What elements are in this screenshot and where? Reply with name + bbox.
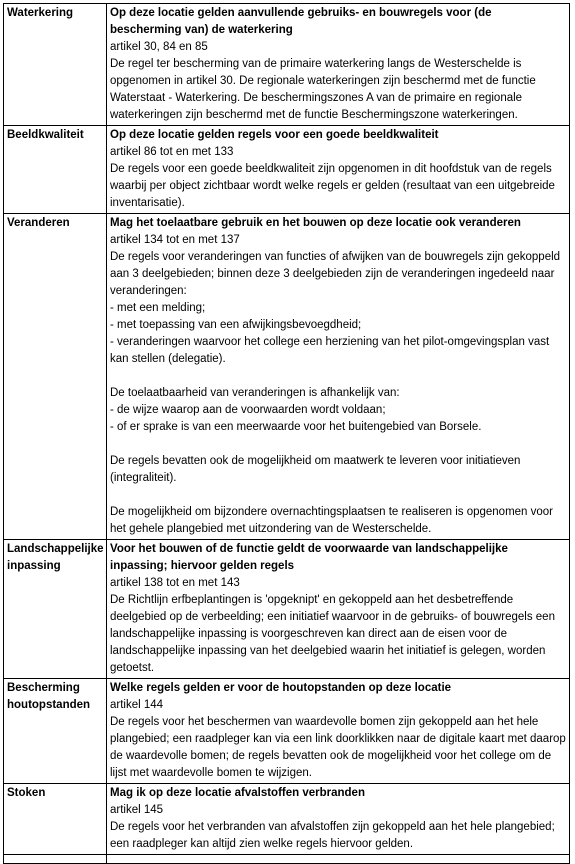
description-cell: [107, 679, 570, 784]
empty-cell: [4, 855, 107, 864]
table-row: [4, 855, 570, 864]
row-heading: Welke regels gelden er voor de houtopstanden op deze locatie: [110, 682, 452, 694]
rules-table: [3, 3, 570, 864]
topic-cell: Bescherming houtopstanden: [4, 679, 107, 784]
list-item: - met toepassing van een afwijkingsbevoegdheid;: [110, 319, 362, 331]
row-heading: Op deze locatie gelden aanvullende gebruiks- en bouwregels voor (de bescherming van) de waterkering: [110, 7, 492, 36]
spacer: [110, 487, 566, 504]
topic-cell: Landschappelijke inpassing: [4, 540, 107, 679]
empty-cell: [107, 855, 570, 864]
article-reference: artikel 86 tot en met 133: [110, 146, 234, 158]
paragraph: De mogelijkheid om bijzondere overnachtingsplaatsen te realiseren is opgenomen voor het gehele plangebied met uitzondering van de Westerschelde.: [110, 506, 554, 535]
table-row: [4, 540, 570, 679]
description-cell: [107, 540, 570, 679]
article-reference: artikel 144: [110, 699, 164, 711]
table-row: [4, 126, 570, 214]
description-cell: [107, 126, 570, 214]
article-reference: artikel 30, 84 en 85: [110, 41, 208, 53]
row-heading: Mag ik op deze locatie afvalstoffen verbranden: [110, 787, 365, 799]
list-item: - de wijze waarop aan de voorwaarden wordt voldaan;: [110, 404, 386, 416]
topic-cell: Stoken: [4, 784, 107, 855]
row-heading: Voor het bouwen of de functie geldt de voorwaarde van landschappelijke inpassing; hiervoor gelden regels: [110, 543, 508, 572]
description-cell: [107, 214, 570, 540]
description-cell: [107, 4, 570, 126]
table-row: [4, 784, 570, 855]
paragraph: De regel ter bescherming van de primaire waterkering langs de Westerschelde is opgenomen in artikel 30. De regionale waterkeringen zijn beschermd met de functie Waterstaat - Waterkering. De beschermingszones A van de primaire en regionale waterkeringen zijn beschermd met de functie Beschermingszone waterkeringen.: [110, 58, 536, 121]
topic-cell: Veranderen: [4, 214, 107, 540]
article-reference: artikel 138 tot en met 143: [110, 577, 240, 589]
topic-cell: Beeldkwaliteit: [4, 126, 107, 214]
paragraph: De regels voor een goede beeldkwaliteit zijn opgenomen in dit hoofdstuk van de regels waarbij per object zichtbaar wordt welke regels er gelden (resultaat van een uitgebreide inventarisatie).: [110, 163, 555, 209]
list-item: - of er sprake is van een meerwaarde voor het buitengebied van Borsele.: [110, 421, 482, 433]
article-reference: artikel 145: [110, 804, 164, 816]
description-cell: [107, 784, 570, 855]
paragraph: De Richtlijn erfbeplantingen is 'opgeknipt' en gekoppeld aan het desbetreffende deelgebied op de verbeelding; een initiatief waarvoor in de gebruiks- of bouwregels een landschappelijke inpassing is voorgeschreven kan direct aan de eisen voor de landschappelijke inpassing van het deelgebied waarin het initiatief is gelegen, worden getoetst.: [110, 594, 555, 674]
table-row: [4, 4, 570, 126]
paragraph: De regels voor het beschermen van waardevolle bomen zijn gekoppeld aan het hele plangebied; een raadpleger kan via een link doorklikken naar de digitale kaart met daarop de waardevolle bomen; de regels bevatten ook de mogelijkheid voor het college om de lijst met waardevolle bomen te wijzigen.: [110, 716, 566, 779]
paragraph: De regels voor veranderingen van functies of afwijken van de bouwregels zijn gekoppeld aan 3 deelgebieden; binnen deze 3 deelgebieden zijn de veranderingen ingedeeld naar veranderingen:: [110, 251, 561, 297]
list-item: - veranderingen waarvoor het college een herziening van het pilot-omgevingsplan vast kan stellen (delegatie).: [110, 336, 550, 365]
paragraph: De toelaatbaarheid van veranderingen is afhankelijk van:: [110, 387, 400, 399]
paragraph: De regels voor het verbranden van afvalstoffen zijn gekoppeld aan het hele plangebied; een raadpleger kan altijd zien welke regels hiervoor gelden.: [110, 821, 555, 850]
spacer: [110, 368, 566, 385]
row-heading: Mag het toelaatbare gebruik en het bouwen op deze locatie ook veranderen: [110, 217, 521, 229]
spacer: [110, 436, 566, 453]
topic-cell: Waterkering: [4, 4, 107, 126]
row-heading: Op deze locatie gelden regels voor een goede beeldkwaliteit: [110, 129, 439, 141]
list-item: - met een melding;: [110, 302, 206, 314]
paragraph: De regels bevatten ook de mogelijkheid om maatwerk te leveren voor initiatieven (integraliteit).: [110, 455, 521, 484]
article-reference: artikel 134 tot en met 137: [110, 234, 240, 246]
table-row: [4, 214, 570, 540]
table-row: [4, 679, 570, 784]
